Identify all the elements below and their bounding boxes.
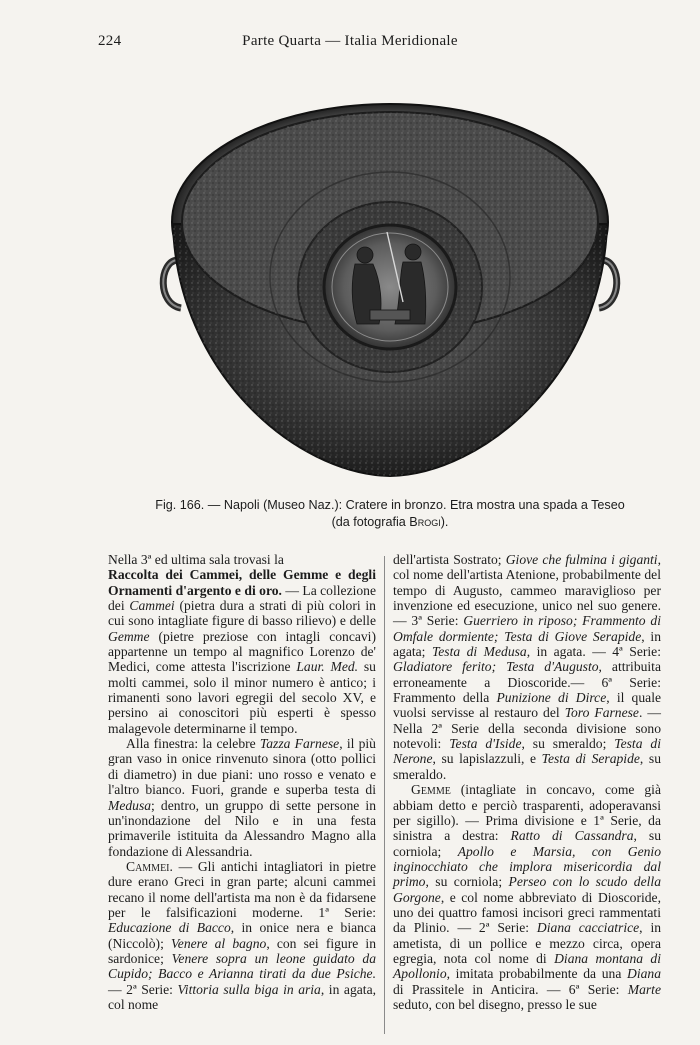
italic-term: Vittoria sulla biga in aria [177, 981, 321, 997]
para-text: . — Nella 2ª Serie della seconda divisione sono notevoli: [393, 705, 662, 752]
para-text: Alla finestra: la celebre [126, 736, 260, 752]
italic-term: Tazza Farnese [259, 736, 340, 752]
italic-term: Diana montana di Apollonio [393, 950, 661, 982]
para-text: — Gli antichi intagliatori in pietre dure erano Greci in gran parte; alcuni cammei recano il nome dell'artista ma non è da fidarsene per le falsificazioni moderne. 1ª Serie: [108, 858, 376, 920]
section-heading-gemme: Gemme [411, 782, 451, 798]
para-text: , in ametista, di un pollice e mezzo circa, opera egregia, nota col nome di [393, 920, 662, 966]
para-text: , attribuita erroneamente a Dioscoride.— 6ª Serie: Frammento della [393, 659, 661, 706]
para-text: , il più gran vaso in onice rinvenuto sinora (otto pollici di diametro) in due piani: uno rosso e venato e l'altro bianco. Fuori, grande e superba testa di [108, 736, 376, 798]
para-text: , con sei figure in sardonice; [108, 935, 376, 966]
section-heading-raccolta: Raccolta dei Cammei, delle Gemme e degli Ornamenti d'argento e di oro. [108, 567, 376, 598]
para-text: , su smeraldo; [521, 736, 615, 752]
paragraph-cammei-continued [393, 552, 661, 782]
para-text: , in agata; [393, 628, 662, 660]
italic-term: Perseo con lo scudo della Gorgone [393, 874, 661, 905]
paragraph-gemme [393, 782, 661, 1012]
para-text: Nella 3ª ed ultima sala trovasi la [108, 552, 284, 567]
column-divider [384, 556, 385, 1034]
para-text: , su lapislazzuli, e [432, 751, 542, 767]
para-text: — La collezione dei [108, 582, 377, 614]
para-text: — 2ª Serie: [108, 981, 178, 997]
para-text: , su corniola; [393, 828, 661, 859]
left-column [108, 552, 376, 1012]
para-text: , e col nome abbreviato di Dioscoride, uno dei quattro famosi incisori greci rammentati da Plinio. — 2ª Serie: [393, 889, 661, 936]
para-text: , in onice nera e bianca (Niccolò); [108, 920, 376, 951]
italic-term: Medusa [108, 797, 152, 813]
para-text: ; dentro, un gruppo di sette persone in un'inondazione del Nilo e in una festa primaverile istituita da Alessandro Magno alla fondazione di Alessandria. [108, 797, 376, 859]
italic-term: Ratto di Cassandra [510, 828, 634, 844]
italic-term: Testa di Medusa [431, 644, 527, 660]
italic-term: Diana [627, 966, 661, 982]
caption-line-1: Fig. 166. — Napoli (Museo Naz.): Cratere in bronzo. Etra mostra una spada a Teseo [155, 498, 625, 512]
italic-term: Educazione di Bacco [108, 920, 231, 936]
italic-term: Venere sopra un leone guidato da Cupido; Bacco e Arianna tirati da due Psiche. [108, 950, 377, 982]
para-text: , su smeraldo. [393, 751, 661, 782]
italic-inscription: Laur. Med. [296, 659, 359, 675]
para-text: (intagliate in concavo, come già abbiam detto e perciò trasparenti, adoperavansi per sigillo). — Prima divisione e 1ª Serie, da sinistra a destra: [393, 782, 661, 844]
figure-caption [80, 497, 700, 531]
para-text: dell'artista Sostrato; [393, 552, 506, 567]
italic-term: Toro Farnese [564, 705, 639, 721]
running-head [0, 33, 700, 55]
para-text: di Prassitele in Anticira. — 6ª Serie: [393, 981, 628, 997]
italic-term: Apollo e Marsia, con Genio inginocchiato che implora misericordia dal primo [393, 843, 661, 890]
italic-term: Testa di Nerone [393, 736, 661, 767]
italic-term: Punizione di Dirce [496, 690, 607, 706]
para-text: seduto, con bel disegno, presso le sue [393, 996, 597, 1012]
running-title: Parte Quarta — Italia Meridionale [242, 33, 458, 49]
page-number: 224 [98, 33, 122, 49]
para-text: , su corniola; [425, 874, 509, 890]
right-column [393, 552, 661, 1012]
caption-line-2 [80, 514, 700, 531]
para-text: , col nome dell'artista Atenione, probabilmente del tempo di Augusto, cammeo maraviglioso per invenzione ed esecuzione, unico nel suo genere. — 3ª Serie: [393, 552, 661, 629]
italic-term: Marte [627, 981, 661, 997]
caption-source-prefix: (da fotografia [331, 515, 410, 529]
paragraph-tazza-farnese [108, 736, 376, 859]
italic-term: Gemme [108, 628, 150, 644]
para-text: (pietra dura a strati di più colori in cui sono intagliate figure di basso rilievo) e delle [108, 598, 376, 629]
italic-term: Gladiatore ferito; Testa d'Augusto [393, 659, 599, 675]
para-text: (pietre preziose con intagli concavi) appartenne un tempo al magnifico Lorenzo de' Medici, come attesta l'iscrizione [108, 628, 376, 675]
italic-term: Giove che fulmina i giganti [505, 552, 658, 567]
para-text: , in agata. — 4ª Serie: [526, 644, 661, 660]
italic-term: Venere al bagno [171, 935, 267, 951]
caption-source-suffix: ). [440, 515, 449, 529]
italic-term: Guerriero in riposo; Frammento di Omfale dormiente; Testa di Giove Serapide [393, 613, 661, 644]
para-text: , il quale vuolsi servisse al restauro del [393, 690, 661, 721]
italic-term: Cammei [129, 598, 175, 614]
cratere-illustration [155, 72, 625, 480]
paragraph-raccolta [108, 552, 376, 736]
section-heading-cammei: Cammei. [126, 858, 173, 874]
caption-photographer: Brogi [409, 515, 441, 529]
para-text: su molti cammei, solo il minor numero è antico; i rimanenti sono lavori egregii del secolo XV, e persino ai conoscitori più esperti è spesso malagevole determinarne il tempo. [108, 659, 376, 736]
para-text: , imitata probabilmente da una [446, 966, 628, 982]
italic-term: Diana cacciatrice [536, 920, 640, 936]
para-text: , in agata, col nome [108, 981, 377, 1012]
italic-term: Testa di Serapide [541, 751, 640, 767]
paragraph-cammei [108, 859, 376, 1012]
italic-term: Testa d'Iside [449, 736, 522, 752]
